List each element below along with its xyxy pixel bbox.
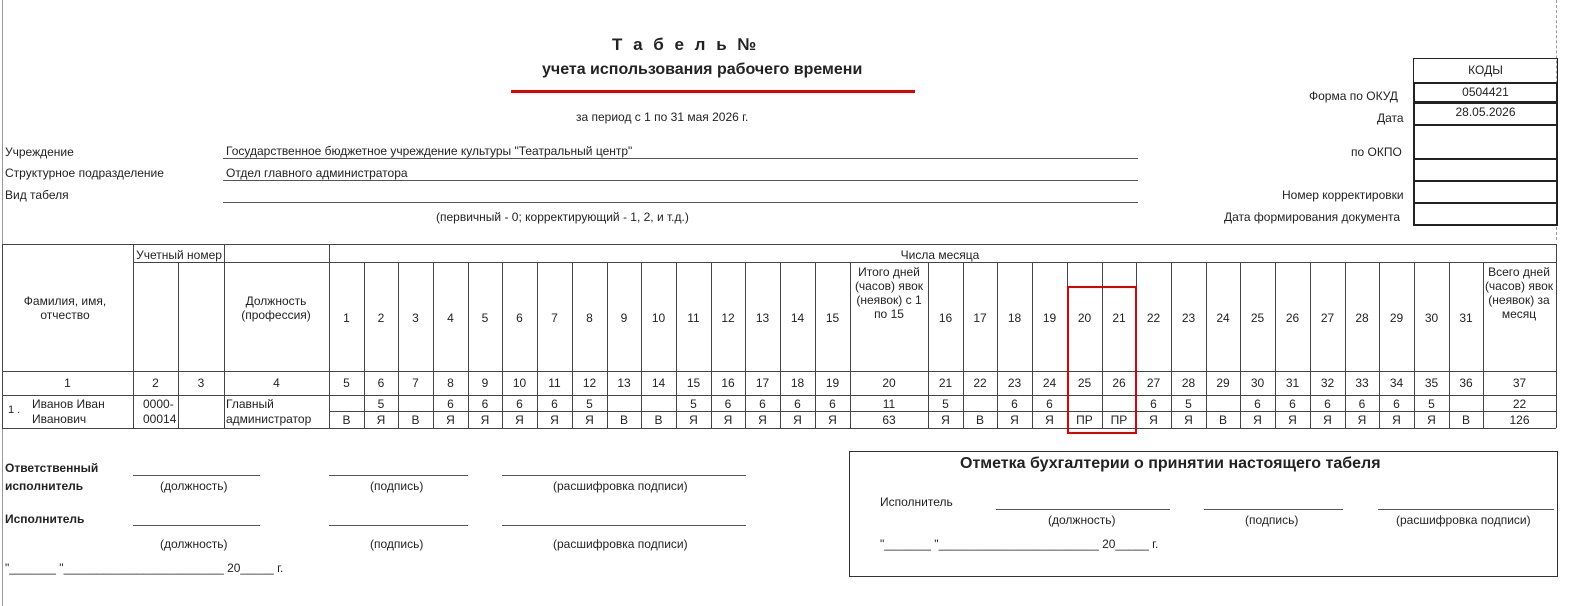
grid-line	[928, 262, 929, 428]
grid-line	[572, 262, 573, 428]
column-number-12: 12	[582, 376, 597, 390]
responsible-position-line	[133, 475, 260, 476]
column-number-7: 7	[412, 376, 419, 390]
accounting-position-hint: (должность)	[1048, 513, 1116, 527]
column-number-34: 34	[1389, 376, 1404, 390]
type-value	[223, 188, 1138, 203]
okpo-label: по ОКПО	[1351, 145, 1402, 159]
day-header-19: 19	[1042, 311, 1057, 325]
responsible-label-2: исполнитель	[5, 479, 84, 493]
mark-day-14: Я	[793, 413, 802, 427]
institution-value: Государственное бюджетное учреждение культуры "Театральный центр"	[223, 144, 1138, 159]
accounting-executor-label: Исполнитель	[880, 495, 953, 509]
hours-day-4: 6	[447, 397, 454, 411]
column-number-24: 24	[1042, 376, 1057, 390]
subtotal-hours: 11	[882, 397, 896, 411]
day-header-27: 27	[1320, 311, 1335, 325]
employee-name-line1: Иванов Иван	[32, 397, 105, 411]
mark-day-21: ПР	[1110, 413, 1128, 427]
column-number-23: 23	[1007, 376, 1022, 390]
position-line2: администратор	[226, 412, 312, 426]
accounting-signature-hint: (подпись)	[1245, 513, 1299, 527]
grid-line	[2, 428, 1556, 429]
hours-day-19: 6	[1046, 397, 1053, 411]
subtotal-marks: 63	[882, 413, 896, 427]
column-number-36: 36	[1459, 376, 1473, 390]
hours-day-23: 5	[1185, 397, 1192, 411]
grid-line	[1240, 262, 1241, 428]
day-header-30: 30	[1424, 311, 1439, 325]
responsible-position-hint: (должность)	[160, 479, 228, 493]
grid-line	[1206, 262, 1207, 428]
hours-day-14: 6	[794, 397, 801, 411]
total-marks: 126	[1509, 413, 1530, 427]
grid-line	[1275, 262, 1276, 428]
column-number-33: 33	[1355, 376, 1369, 390]
accounting-signature-line	[1204, 509, 1343, 510]
col-position-header: Должность (профессия)	[241, 294, 311, 322]
mark-day-3: В	[411, 413, 420, 427]
day-header-4: 4	[447, 311, 454, 325]
grid-line	[963, 262, 964, 428]
day-header-3: 3	[412, 311, 419, 325]
grid-line	[133, 262, 1556, 263]
hours-day-2: 5	[377, 397, 385, 411]
grid-line	[1414, 262, 1415, 428]
day-header-26: 26	[1285, 311, 1300, 325]
day-header-7: 7	[551, 311, 558, 325]
column-number-18: 18	[790, 376, 805, 390]
hours-day-29: 6	[1393, 397, 1400, 411]
grid-line	[815, 262, 816, 428]
grid-line	[607, 262, 608, 428]
executor-position-hint: (должность)	[160, 537, 228, 551]
type-label: Вид табеля	[5, 188, 69, 202]
mark-day-17: В	[975, 413, 984, 427]
hours-day-16: 5	[942, 397, 949, 411]
correction-value[interactable]	[1413, 181, 1558, 203]
hours-day-30: 5	[1428, 397, 1435, 411]
mark-day-19: Я	[1045, 413, 1054, 427]
day-header-5: 5	[481, 311, 489, 325]
day-header-20: 20	[1077, 311, 1092, 325]
day-header-2: 2	[377, 311, 385, 325]
col-total-header: Всего дней (часов) явок (неявок) за месяц	[1484, 265, 1554, 321]
mark-day-29: Я	[1392, 413, 1401, 427]
executor-label: Исполнитель	[5, 512, 85, 526]
column-number-29: 29	[1216, 376, 1230, 390]
grid-line	[1379, 262, 1380, 428]
division-label: Структурное подразделение	[5, 166, 164, 180]
column-number-31: 31	[1285, 376, 1300, 390]
day-header-29: 29	[1389, 311, 1404, 325]
executor-decode-hint: (расшифровка подписи)	[553, 537, 688, 551]
column-number-8: 8	[447, 376, 454, 390]
column-number-21: 21	[938, 376, 953, 390]
accounting-title: Отметка бухгалтерии о принятии настоящего табеля	[960, 455, 1381, 472]
mark-day-10: В	[654, 413, 663, 427]
mark-day-18: Я	[1010, 413, 1019, 427]
acct-number-line2: 00014	[143, 412, 177, 426]
mark-day-23: Я	[1184, 413, 1193, 427]
grid-line	[364, 262, 365, 428]
grid-line	[1449, 262, 1450, 428]
formation-date-label: Дата формирования документа	[1224, 210, 1401, 224]
mark-day-26: Я	[1288, 413, 1297, 427]
mark-day-20: ПР	[1076, 413, 1093, 427]
day-header-9: 9	[620, 311, 628, 325]
row-index: 1 .	[8, 404, 21, 416]
hours-day-22: 6	[1150, 397, 1157, 411]
mark-day-22: Я	[1149, 413, 1158, 427]
grid-line	[711, 262, 712, 428]
hours-day-7: 6	[551, 397, 558, 411]
grid-line	[178, 262, 179, 428]
column-number-13: 13	[617, 376, 631, 390]
hours-day-11: 5	[690, 397, 697, 411]
grid-line	[780, 262, 781, 428]
document-subtitle: учета использования рабочего времени	[542, 61, 863, 78]
grid-line	[676, 262, 677, 428]
signature-date-line: "_______ "________________________ 20_____ г.	[5, 561, 284, 575]
col-acct-header: Учетный номер	[136, 248, 222, 262]
red-underline-annotation	[511, 90, 915, 93]
mark-day-4: Я	[446, 413, 455, 427]
hours-day-25: 6	[1254, 397, 1261, 411]
grid-line	[433, 262, 434, 428]
executor-signature-hint: (подпись)	[370, 537, 424, 551]
hours-day-26: 6	[1289, 397, 1296, 411]
mark-day-5: Я	[480, 413, 490, 427]
day-header-21: 21	[1112, 311, 1126, 325]
okud-label: Форма по ОКУД	[1309, 89, 1398, 103]
grid-line	[1032, 262, 1033, 428]
okud-value[interactable]: 0504421	[1413, 82, 1558, 103]
day-header-31: 31	[1459, 311, 1473, 325]
grid-line	[398, 262, 399, 428]
institution-label: Учреждение	[5, 145, 74, 159]
day-header-25: 25	[1250, 311, 1265, 325]
executor-position-line	[133, 525, 260, 526]
column-number-3: 3	[197, 376, 205, 390]
day-header-11: 11	[687, 311, 700, 325]
mark-day-27: Я	[1323, 413, 1332, 427]
day-header-1: 1	[343, 311, 350, 325]
codes-title: КОДЫ	[1413, 58, 1558, 82]
mark-day-24: В	[1218, 413, 1227, 427]
column-number-5: 5	[343, 376, 350, 390]
grid-line	[1345, 262, 1346, 428]
column-number-4: 4	[273, 376, 280, 390]
grid-line	[2, 395, 1556, 396]
formation-date-value[interactable]	[1413, 203, 1558, 226]
day-header-22: 22	[1146, 311, 1161, 325]
mark-day-8: Я	[585, 413, 594, 427]
accounting-decode-hint: (расшифровка подписи)	[1396, 513, 1531, 527]
page-left-border	[2, 0, 3, 606]
executor-signature-line	[329, 525, 468, 526]
hours-day-28: 6	[1358, 397, 1366, 411]
accounting-decode-line	[1378, 509, 1554, 510]
mark-day-1: В	[342, 413, 351, 427]
grid-line	[1556, 244, 1557, 428]
acct-number-line1: 0000-	[143, 397, 174, 411]
column-number-28: 28	[1181, 376, 1196, 390]
col-days-header: Числа месяца	[900, 248, 980, 262]
column-number-1: 1	[64, 376, 71, 390]
column-number-35: 35	[1424, 376, 1439, 390]
column-number-37: 37	[1512, 376, 1527, 390]
document-title: Т а б е л ь №	[612, 35, 760, 54]
responsible-signature-hint: (подпись)	[370, 479, 424, 493]
grid-line	[2, 244, 1556, 245]
accounting-date-line: "_______ "________________________ 20_____ г.	[880, 537, 1159, 551]
column-number-27: 27	[1146, 376, 1161, 390]
responsible-label-1: Ответственный	[5, 461, 99, 475]
mark-day-28: Я	[1357, 413, 1367, 427]
mark-day-15: Я	[828, 413, 837, 427]
column-number-25: 25	[1077, 376, 1092, 390]
day-header-14: 14	[790, 311, 805, 325]
date-label: Дата	[1377, 111, 1404, 125]
day-header-23: 23	[1181, 311, 1196, 325]
column-number-16: 16	[721, 376, 735, 390]
grid-line	[468, 262, 469, 428]
column-number-19: 19	[825, 376, 840, 390]
red-highlight-annotation	[1067, 286, 1137, 434]
accounting-position-line	[996, 509, 1170, 510]
position-line1: Главный	[226, 397, 274, 411]
column-number-10: 10	[512, 376, 527, 390]
day-header-10: 10	[651, 311, 666, 325]
hours-day-15: 6	[829, 397, 836, 411]
date-value[interactable]: 28.05.2026	[1413, 103, 1558, 125]
total-hours: 22	[1512, 397, 1527, 411]
day-header-13: 13	[755, 311, 770, 325]
grid-line	[224, 244, 225, 428]
col-subtotal-header: Итого дней (часов) явок (неявок) с 1 по 15	[854, 265, 924, 321]
type-hint: (первичный - 0; корректирующий - 1, 2, и т.д.)	[436, 210, 689, 224]
employee-name-line2: Иванович	[32, 412, 87, 426]
day-header-8: 8	[586, 311, 593, 325]
column-number-30: 30	[1250, 376, 1265, 390]
column-number-14: 14	[651, 376, 666, 390]
hours-day-18: 6	[1011, 397, 1018, 411]
day-header-12: 12	[721, 311, 735, 325]
grid-line	[997, 262, 998, 428]
column-number-26: 26	[1112, 376, 1126, 390]
period-text: за период с 1 по 31 мая 2026 г.	[576, 110, 749, 124]
grid-line	[745, 262, 746, 428]
mark-day-16: Я	[941, 413, 950, 427]
col-name-header: Фамилия, имя, отчество	[23, 294, 107, 322]
day-header-24: 24	[1216, 311, 1230, 325]
correction-label: Номер корректировки	[1282, 188, 1404, 202]
column-number-20: 20	[882, 376, 896, 390]
mark-day-6: Я	[515, 413, 524, 427]
day-header-18: 18	[1007, 311, 1022, 325]
column-number-32: 32	[1320, 376, 1335, 390]
hours-day-8: 5	[586, 397, 593, 411]
hours-day-5: 6	[481, 397, 489, 411]
day-header-17: 17	[973, 311, 987, 325]
grid-line	[1171, 262, 1172, 428]
responsible-decode-hint: (расшифровка подписи)	[553, 479, 688, 493]
mark-day-12: Я	[723, 413, 733, 427]
hours-day-6: 6	[516, 397, 523, 411]
mark-day-7: Я	[550, 413, 559, 427]
mark-day-2: Я	[376, 413, 386, 427]
column-number-2: 2	[152, 376, 159, 390]
grid-line	[641, 262, 642, 428]
column-number-22: 22	[973, 376, 987, 390]
column-number-17: 17	[755, 376, 770, 390]
executor-decode-line	[502, 525, 746, 526]
mark-day-31: В	[1461, 413, 1470, 427]
mark-day-25: Я	[1253, 413, 1262, 427]
grid-line	[133, 244, 134, 428]
responsible-signature-line	[329, 475, 468, 476]
mark-day-11: Я	[689, 413, 698, 427]
day-header-6: 6	[516, 311, 523, 325]
grid-line	[2, 371, 1556, 372]
mark-day-30: Я	[1427, 413, 1436, 427]
hours-day-27: 6	[1324, 397, 1331, 411]
grid-line	[537, 262, 538, 428]
day-header-28: 28	[1355, 311, 1369, 325]
day-header-16: 16	[938, 311, 953, 325]
column-number-6: 6	[377, 376, 385, 390]
grid-line	[329, 411, 1556, 412]
hours-day-13: 6	[759, 397, 766, 411]
column-number-9: 9	[481, 376, 489, 390]
grid-line	[329, 244, 330, 428]
codes-blank-row	[1413, 159, 1558, 181]
grid-line	[502, 262, 503, 428]
column-number-15: 15	[686, 376, 701, 390]
grid-line	[1310, 262, 1311, 428]
okpo-value[interactable]	[1413, 125, 1558, 159]
mark-day-9: В	[619, 413, 628, 427]
responsible-decode-line	[502, 475, 746, 476]
mark-day-13: Я	[758, 413, 767, 427]
column-number-11: 11	[548, 376, 561, 390]
hours-day-12: 6	[724, 397, 732, 411]
day-header-15: 15	[825, 311, 840, 325]
division-value: Отдел главного администратора	[223, 166, 1138, 181]
